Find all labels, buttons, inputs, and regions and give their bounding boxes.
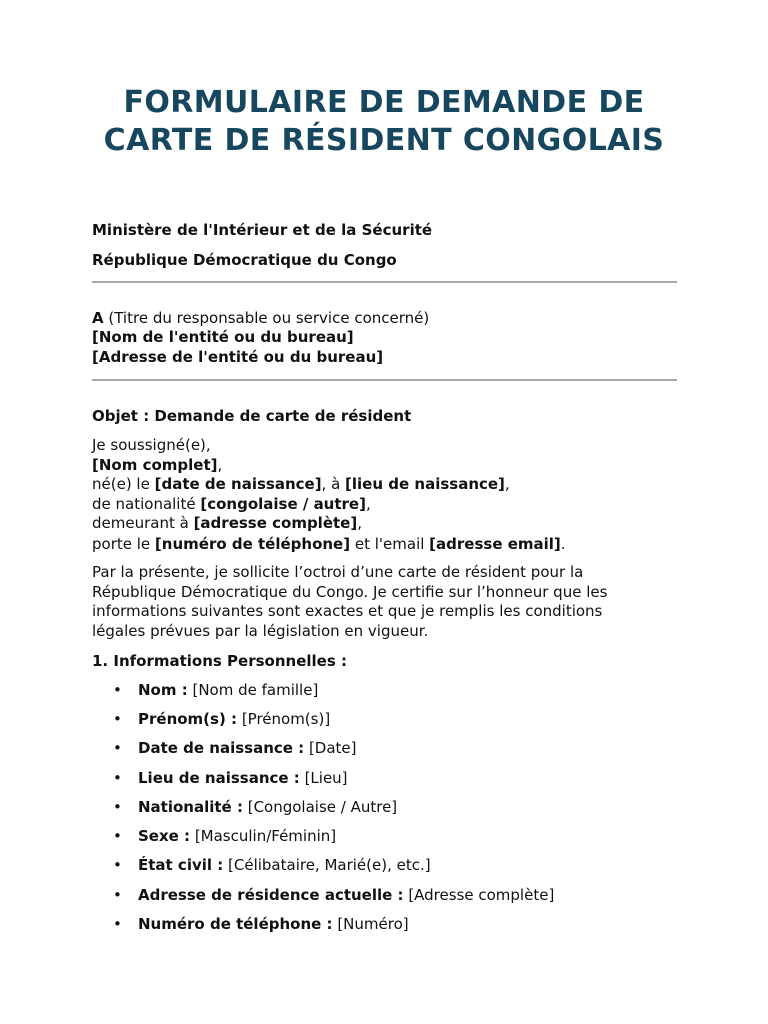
address-field: [adresse complète]	[193, 514, 358, 532]
list-item	[138, 827, 336, 847]
intro-line-5	[92, 514, 362, 534]
bullet-marker: •	[113, 856, 122, 874]
paragraph-line-1: Par la présente, je sollicite l’octroi d’une carte de résident pour la	[92, 563, 584, 581]
field-placeholder: [Prénom(s)]	[237, 710, 331, 728]
bullet-marker: •	[113, 915, 122, 933]
intro-line-4	[92, 495, 371, 515]
recipient-entity-address: [Adresse de l'entité ou du bureau]	[92, 348, 384, 366]
intro-line-2	[92, 456, 222, 476]
list-item	[138, 710, 330, 730]
field-label: Nom :	[138, 681, 188, 699]
title-line-1: FORMULAIRE DE DEMANDE DE	[123, 85, 645, 120]
bullet-marker: •	[113, 681, 122, 699]
paragraph-line-4: légales prévues par la législation en vigueur.	[92, 622, 429, 640]
recipient-entity-name: [Nom de l'entité ou du bureau]	[92, 328, 354, 346]
country-name: République Démocratique du Congo	[92, 251, 397, 269]
field-placeholder: [Nom de famille]	[187, 681, 319, 699]
list-item	[138, 886, 554, 906]
intro-line-6	[92, 535, 566, 555]
born-prefix: né(e) le	[92, 475, 155, 493]
residing-suffix: ,	[357, 514, 362, 532]
nationality-prefix: de nationalité	[92, 495, 201, 513]
birth-place-field: [lieu de naissance]	[345, 475, 505, 493]
list-item	[138, 739, 357, 759]
document-title	[60, 84, 708, 160]
bullet-marker: •	[113, 739, 122, 757]
field-placeholder: [Congolaise / Autre]	[242, 798, 398, 816]
residing-prefix: demeurant à	[92, 514, 194, 532]
paragraph-line-2: République Démocratique du Congo. Je certifie sur l’honneur que les	[92, 583, 608, 601]
list-item	[138, 915, 409, 935]
email-mid: et l'email	[350, 535, 430, 553]
field-label: Prénom(s) :	[138, 710, 238, 728]
field-label: État civil :	[138, 856, 224, 874]
born-mid: , à	[321, 475, 346, 493]
field-label: Lieu de naissance :	[138, 769, 300, 787]
section-1-heading: 1. Informations Personnelles :	[92, 652, 347, 670]
field-label: Numéro de téléphone :	[138, 915, 333, 933]
email-suffix: .	[560, 535, 566, 553]
recipient-title: (Titre du responsable ou service concerné)	[103, 309, 430, 327]
divider-1	[92, 281, 677, 283]
comma: ,	[217, 456, 223, 474]
bullet-marker: •	[113, 886, 122, 904]
phone-prefix: porte le	[92, 535, 155, 553]
field-label: Date de naissance :	[138, 739, 305, 757]
field-placeholder: [Célibataire, Marié(e), etc.]	[223, 856, 431, 874]
full-name-field: [Nom complet]	[92, 456, 218, 474]
field-placeholder: [Lieu]	[299, 769, 348, 787]
birth-date-field: [date de naissance]	[154, 475, 322, 493]
phone-field: [numéro de téléphone]	[154, 535, 351, 553]
list-item	[138, 681, 318, 701]
objet-line: Objet : Demande de carte de résident	[92, 407, 412, 425]
bullet-marker: •	[113, 769, 122, 787]
field-label: Adresse de résidence actuelle :	[138, 886, 404, 904]
recipient-line	[92, 309, 429, 329]
bullet-marker: •	[113, 798, 122, 816]
paragraph-line-3: informations suivantes sont exactes et que je remplis les conditions	[92, 602, 603, 620]
field-label: Nationalité :	[138, 798, 243, 816]
intro-line-3	[92, 475, 510, 495]
born-suffix: ,	[504, 475, 510, 493]
list-item	[138, 769, 348, 789]
bullet-marker: •	[113, 827, 122, 845]
field-placeholder: [Numéro]	[332, 915, 409, 933]
field-placeholder: [Masculin/Féminin]	[190, 827, 337, 845]
title-line-2: CARTE DE RÉSIDENT CONGOLAIS	[103, 123, 665, 158]
field-placeholder: [Adresse complète]	[403, 886, 555, 904]
list-item	[138, 798, 397, 818]
recipient-a-label: A	[92, 309, 104, 327]
list-item	[138, 856, 431, 876]
field-label: Sexe :	[138, 827, 191, 845]
nationality-suffix: ,	[365, 495, 371, 513]
nationality-field: [congolaise / autre]	[200, 495, 366, 513]
bullet-marker: •	[113, 710, 122, 728]
email-field: [adresse email]	[429, 535, 561, 553]
intro-line-1: Je soussigné(e),	[92, 436, 211, 454]
divider-2	[92, 379, 677, 381]
ministry-name: Ministère de l'Intérieur et de la Sécurité	[92, 221, 433, 239]
field-placeholder: [Date]	[304, 739, 357, 757]
